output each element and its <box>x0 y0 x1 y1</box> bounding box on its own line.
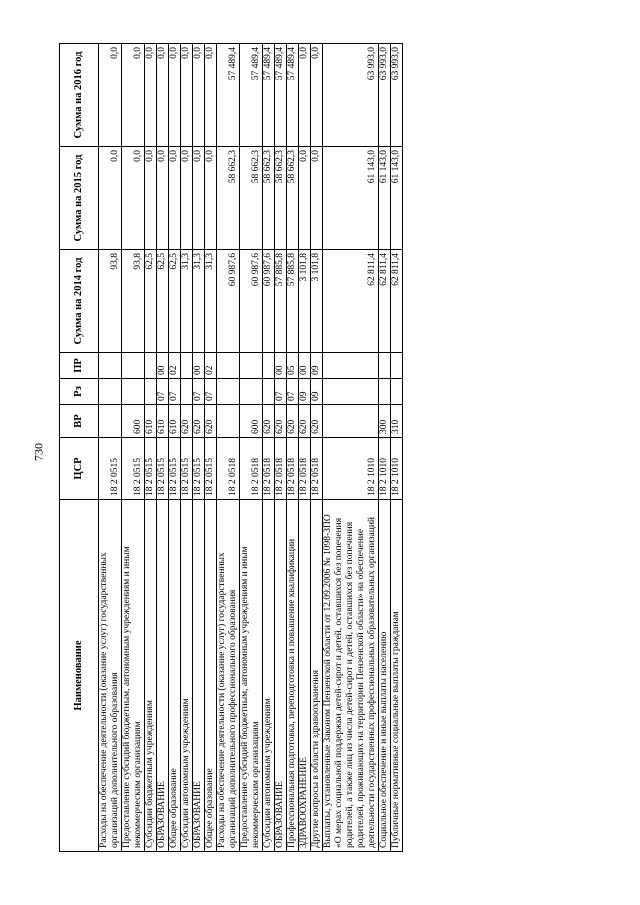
cell-csr: 18 2 0518 <box>311 438 323 500</box>
cell-pr <box>323 353 379 379</box>
cell-csr: 18 2 0518 <box>275 438 287 500</box>
table-row <box>391 44 403 852</box>
cell-sum-2016: 57 489,4 <box>287 44 299 147</box>
cell-pr <box>145 353 157 379</box>
cell-sum-2015: 0,0 <box>311 147 323 250</box>
cell-pr: 00 <box>193 353 205 379</box>
cell-pr: 02 <box>169 353 181 379</box>
cell-name: Другие вопросы в области здравоохранения <box>311 500 323 852</box>
cell-sum-2016: 0,0 <box>299 44 311 147</box>
header-rz: Рз <box>60 379 99 405</box>
table-row <box>379 44 391 852</box>
cell-csr: 18 2 0518 <box>287 438 299 500</box>
table-row <box>263 44 275 852</box>
table-row <box>217 44 240 852</box>
cell-sum-2015: 0,0 <box>122 147 145 250</box>
cell-rz <box>145 379 157 405</box>
cell-pr <box>122 353 145 379</box>
cell-name: Предоставление субсидий бюджетным, автономным учреждениям и иным некоммерческим организациям <box>240 500 263 852</box>
cell-sum-2015: 58 662,3 <box>275 147 287 250</box>
cell-vr: 600 <box>240 405 263 438</box>
cell-rz <box>263 379 275 405</box>
cell-sum-2016: 0,0 <box>311 44 323 147</box>
cell-sum-2014: 93,8 <box>99 250 122 353</box>
cell-name: Публичные нормативные социальные выплаты гражданам <box>391 500 403 852</box>
cell-rz <box>122 379 145 405</box>
cell-sum-2015: 0,0 <box>169 147 181 250</box>
cell-sum-2015: 58 662,3 <box>240 147 263 250</box>
cell-sum-2016: 0,0 <box>122 44 145 147</box>
cell-sum-2015: 0,0 <box>193 147 205 250</box>
page-number: 730 <box>31 443 46 461</box>
header-csr: ЦСР <box>60 438 99 500</box>
cell-name: Общее образование <box>205 500 217 852</box>
cell-sum-2015: 0,0 <box>299 147 311 250</box>
cell-vr: 310 <box>391 405 403 438</box>
table-row <box>311 44 323 852</box>
cell-csr: 18 2 0515 <box>169 438 181 500</box>
cell-sum-2016: 57 489,4 <box>240 44 263 147</box>
cell-sum-2014: 57 885,8 <box>287 250 299 353</box>
cell-pr <box>99 353 122 379</box>
cell-csr: 18 2 0515 <box>181 438 193 500</box>
cell-name: Социальное обеспечение и иные выплаты населению <box>379 500 391 852</box>
cell-vr: 620 <box>299 405 311 438</box>
cell-rz <box>99 379 122 405</box>
cell-rz: 09 <box>311 379 323 405</box>
cell-sum-2016: 0,0 <box>157 44 169 147</box>
cell-sum-2016: 0,0 <box>145 44 157 147</box>
cell-rz: 07 <box>169 379 181 405</box>
cell-name: ЗДРАВООХРАНЕНИЕ <box>299 500 311 852</box>
cell-sum-2014: 62 811,4 <box>391 250 403 353</box>
cell-sum-2016: 0,0 <box>205 44 217 147</box>
cell-rz <box>181 379 193 405</box>
cell-pr <box>379 353 391 379</box>
cell-sum-2014: 93,8 <box>122 250 145 353</box>
cell-name: Профессиональная подготовка, переподготовка и повышение квалификации <box>287 500 299 852</box>
cell-pr: 02 <box>205 353 217 379</box>
cell-sum-2015: 0,0 <box>145 147 157 250</box>
rotated-table-container <box>59 44 559 852</box>
cell-rz: 07 <box>157 379 169 405</box>
header-sum-2015: Сумма на 2015 год <box>60 147 99 250</box>
header-name: Наименование <box>60 500 99 852</box>
cell-sum-2015: 58 662,3 <box>217 147 240 250</box>
cell-vr <box>217 405 240 438</box>
cell-vr: 620 <box>205 405 217 438</box>
cell-sum-2015: 58 662,3 <box>263 147 275 250</box>
cell-name: Субсидии автономным учреждениям <box>181 500 193 852</box>
cell-vr: 620 <box>287 405 299 438</box>
table-row <box>145 44 157 852</box>
cell-sum-2014: 31,3 <box>193 250 205 353</box>
cell-sum-2016: 63 993,0 <box>379 44 391 147</box>
table-row <box>240 44 263 852</box>
cell-pr <box>181 353 193 379</box>
cell-name: Выплаты, установленные Законом Пензенской области от 12.09.2006 № 1098-ЗПО «О мерах социальной поддержки детей-сирот и детей, оставшихся без попечения родителей, а также лиц из числа детей-сирот и детей, оставшихся без попечения родителей, проживающих на территории Пензенской области» на обеспечение деятельности государственных профессиональных образовательных организаций <box>323 500 379 852</box>
cell-name: ОБРАЗОВАНИЕ <box>275 500 287 852</box>
cell-name: Расходы на обеспечение деятельности (оказание услуг) государственных организаций дополнительного профессионального образования <box>217 500 240 852</box>
cell-pr: 00 <box>299 353 311 379</box>
cell-vr: 300 <box>379 405 391 438</box>
table-row <box>299 44 311 852</box>
cell-sum-2015: 61 143,0 <box>391 147 403 250</box>
cell-csr: 18 2 1010 <box>391 438 403 500</box>
cell-vr <box>323 405 379 438</box>
cell-csr: 18 2 0515 <box>193 438 205 500</box>
cell-sum-2014: 60 987,6 <box>217 250 240 353</box>
cell-csr: 18 2 0515 <box>145 438 157 500</box>
cell-sum-2014: 60 987,6 <box>240 250 263 353</box>
cell-name: Субсидии автономным учреждениям <box>263 500 275 852</box>
cell-name: ОБРАЗОВАНИЕ <box>157 500 169 852</box>
cell-sum-2015: 0,0 <box>99 147 122 250</box>
table-row <box>122 44 145 852</box>
cell-pr: 00 <box>275 353 287 379</box>
cell-pr <box>240 353 263 379</box>
cell-rz: 07 <box>193 379 205 405</box>
cell-pr <box>391 353 403 379</box>
cell-sum-2015: 0,0 <box>205 147 217 250</box>
cell-pr: 00 <box>157 353 169 379</box>
cell-rz: 07 <box>275 379 287 405</box>
table-header-row <box>60 44 99 852</box>
cell-vr: 620 <box>311 405 323 438</box>
table-row <box>287 44 299 852</box>
cell-rz <box>323 379 379 405</box>
cell-sum-2016: 0,0 <box>99 44 122 147</box>
cell-csr: 18 2 0518 <box>263 438 275 500</box>
cell-sum-2014: 62,5 <box>145 250 157 353</box>
cell-csr: 18 2 0515 <box>205 438 217 500</box>
table-row <box>99 44 122 852</box>
cell-pr <box>263 353 275 379</box>
table-row <box>193 44 205 852</box>
cell-sum-2016: 0,0 <box>169 44 181 147</box>
cell-vr: 610 <box>169 405 181 438</box>
cell-csr: 18 2 0515 <box>157 438 169 500</box>
cell-sum-2014: 60 987,6 <box>263 250 275 353</box>
cell-csr: 18 2 0515 <box>99 438 122 500</box>
cell-sum-2016: 0,0 <box>181 44 193 147</box>
cell-sum-2016: 63 993,0 <box>323 44 379 147</box>
cell-rz <box>217 379 240 405</box>
cell-sum-2014: 62,5 <box>169 250 181 353</box>
cell-sum-2014: 62,5 <box>157 250 169 353</box>
table-row <box>275 44 287 852</box>
cell-sum-2015: 61 143,0 <box>323 147 379 250</box>
header-sum-2014: Сумма на 2014 год <box>60 250 99 353</box>
cell-sum-2014: 57 885,8 <box>275 250 287 353</box>
cell-csr: 18 2 0518 <box>217 438 240 500</box>
cell-sum-2016: 63 993,0 <box>391 44 403 147</box>
cell-pr <box>217 353 240 379</box>
cell-csr: 18 2 1010 <box>379 438 391 500</box>
cell-rz: 07 <box>205 379 217 405</box>
cell-vr: 620 <box>181 405 193 438</box>
cell-name: Общее образование <box>169 500 181 852</box>
cell-sum-2016: 0,0 <box>193 44 205 147</box>
table-row <box>323 44 379 852</box>
cell-name: Предоставление субсидий бюджетным, автономным учреждениям и иным некоммерческим организациям <box>122 500 145 852</box>
cell-sum-2014: 62 811,4 <box>323 250 379 353</box>
cell-sum-2015: 61 143,0 <box>379 147 391 250</box>
cell-rz: 09 <box>299 379 311 405</box>
cell-vr: 620 <box>263 405 275 438</box>
cell-sum-2015: 58 662,3 <box>287 147 299 250</box>
cell-csr: 18 2 0515 <box>122 438 145 500</box>
cell-csr: 18 2 1010 <box>323 438 379 500</box>
cell-vr: 620 <box>275 405 287 438</box>
cell-rz: 07 <box>287 379 299 405</box>
cell-name: Расходы на обеспечение деятельности (оказание услуг) государственных организаций дополнительного образования <box>99 500 122 852</box>
cell-name: ОБРАЗОВАНИЕ <box>193 500 205 852</box>
table-row <box>205 44 217 852</box>
cell-sum-2014: 3 101,8 <box>311 250 323 353</box>
cell-rz <box>379 379 391 405</box>
table-body <box>99 44 403 852</box>
cell-pr: 09 <box>311 353 323 379</box>
cell-sum-2016: 57 489,4 <box>275 44 287 147</box>
cell-sum-2015: 0,0 <box>157 147 169 250</box>
table-row <box>157 44 169 852</box>
cell-sum-2014: 31,3 <box>181 250 193 353</box>
cell-vr: 620 <box>193 405 205 438</box>
header-sum-2016: Сумма на 2016 год <box>60 44 99 147</box>
cell-sum-2015: 0,0 <box>181 147 193 250</box>
cell-csr: 18 2 0518 <box>299 438 311 500</box>
cell-name: Субсидии бюджетным учреждениям <box>145 500 157 852</box>
cell-sum-2014: 3 101,8 <box>299 250 311 353</box>
cell-sum-2016: 57 489,4 <box>217 44 240 147</box>
cell-vr: 610 <box>145 405 157 438</box>
cell-sum-2016: 57 489,4 <box>263 44 275 147</box>
cell-sum-2014: 31,3 <box>205 250 217 353</box>
cell-rz <box>240 379 263 405</box>
table-row <box>181 44 193 852</box>
cell-rz <box>391 379 403 405</box>
table-row <box>169 44 181 852</box>
header-vr: ВР <box>60 405 99 438</box>
cell-sum-2014: 62 811,4 <box>379 250 391 353</box>
cell-vr: 610 <box>157 405 169 438</box>
cell-csr: 18 2 0518 <box>240 438 263 500</box>
header-pr: ПР <box>60 353 99 379</box>
cell-pr: 05 <box>287 353 299 379</box>
cell-vr: 600 <box>122 405 145 438</box>
cell-vr <box>99 405 122 438</box>
budget-table <box>59 43 403 852</box>
